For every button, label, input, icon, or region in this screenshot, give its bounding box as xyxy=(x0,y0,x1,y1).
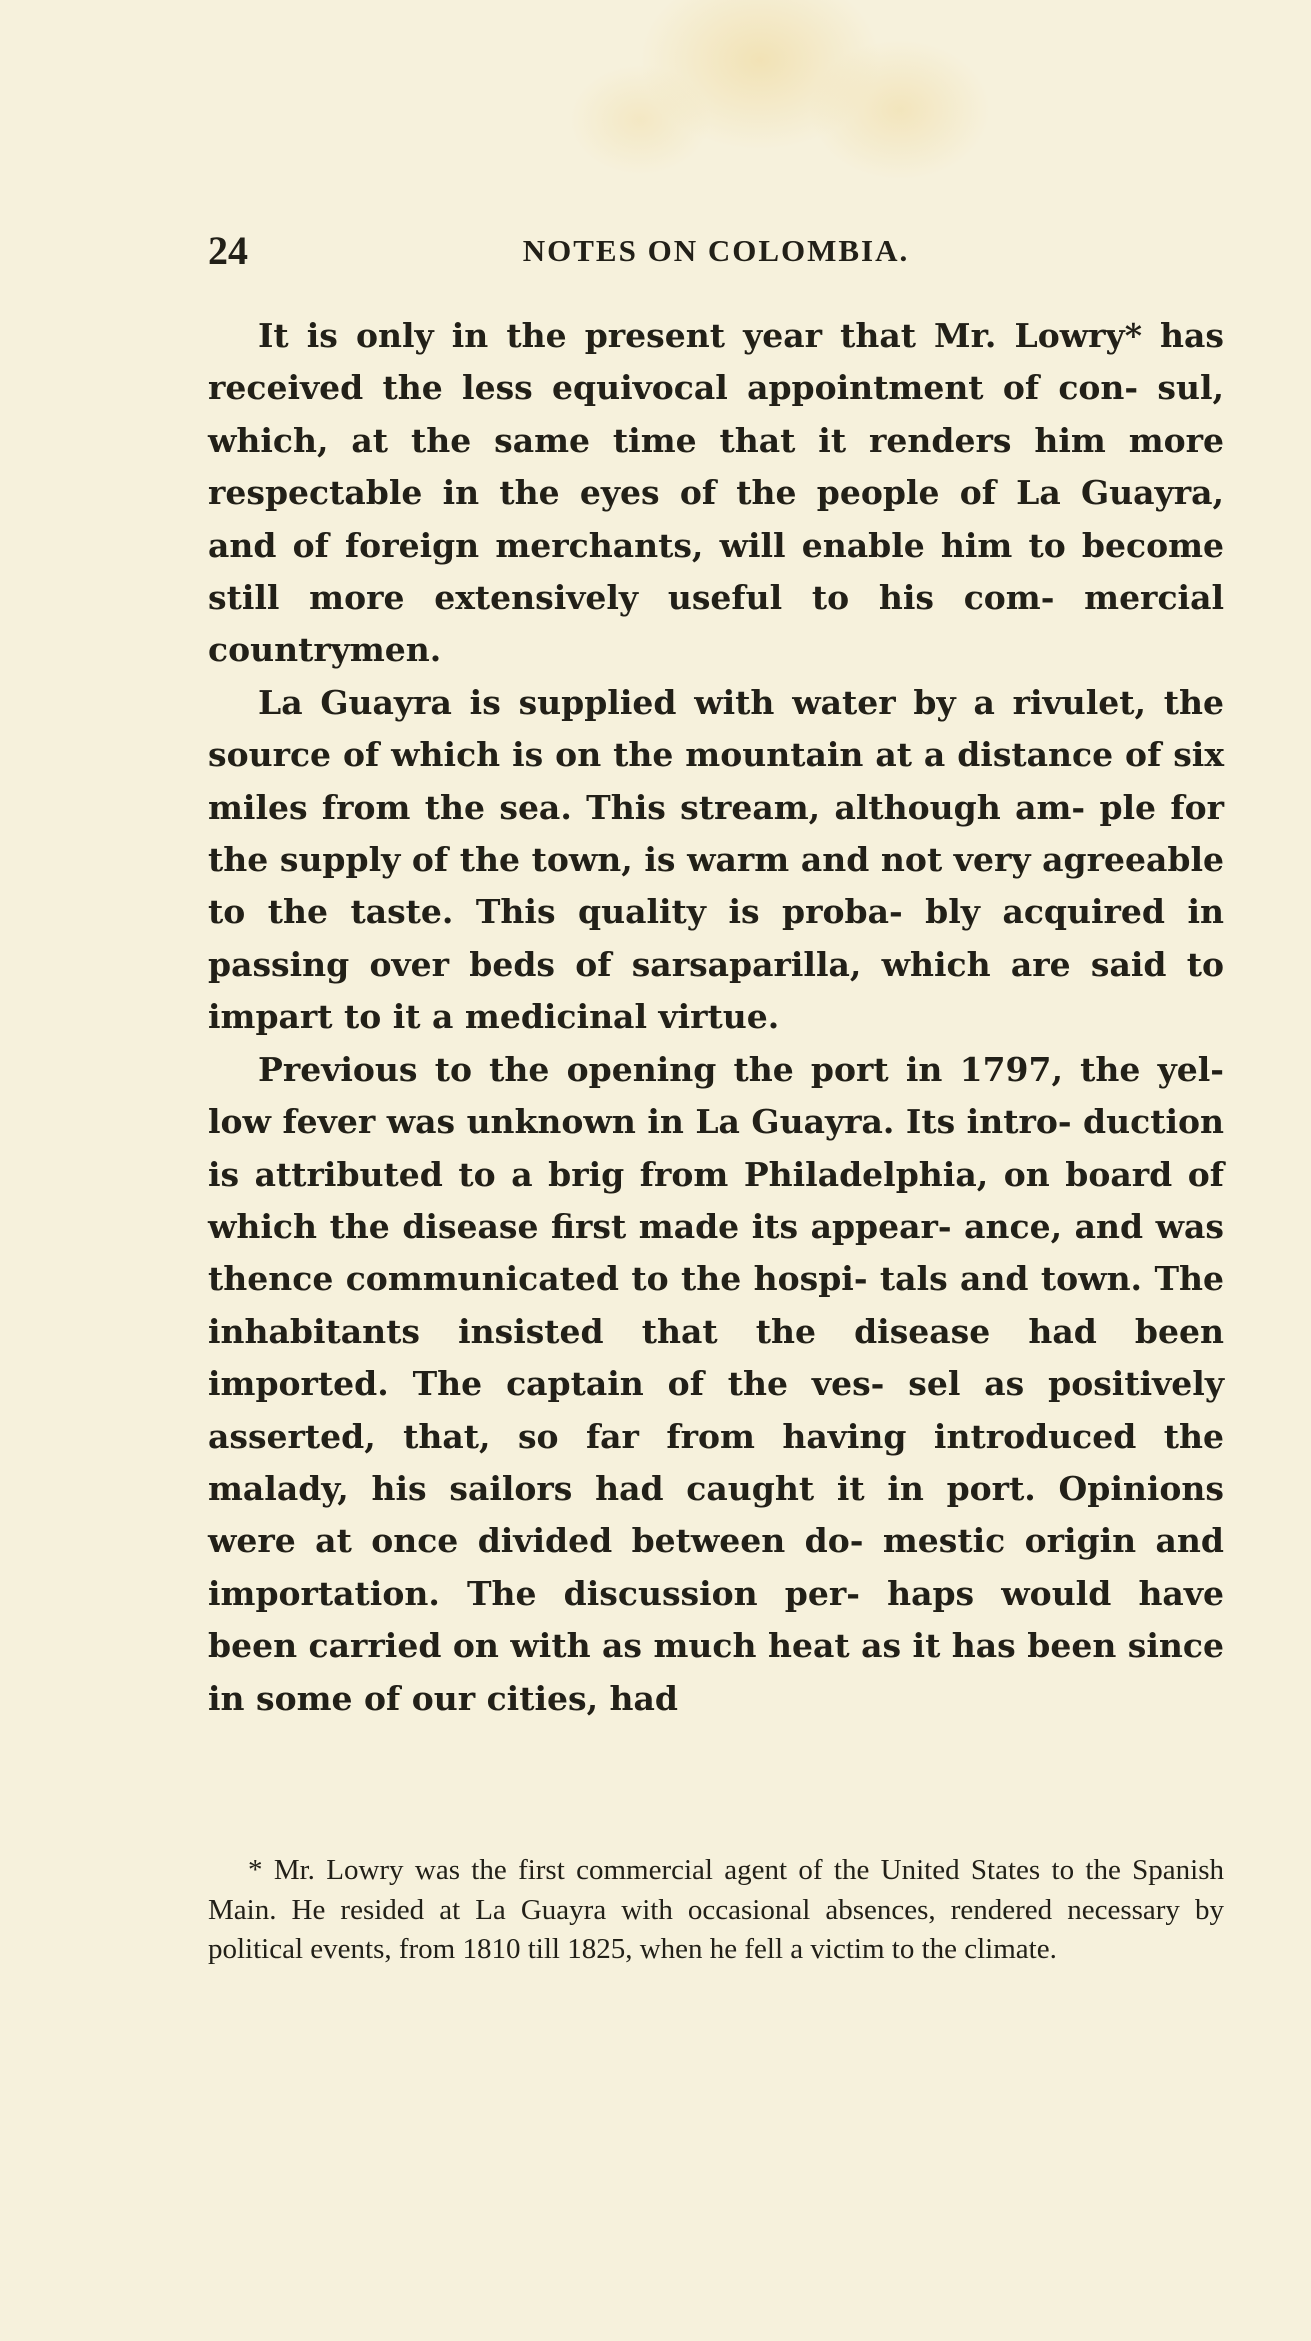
footnote-text: * Mr. Lowry was the first commercial agent of the United States to the Spanish Main. He resided at La Guayra with occasional absences, rendered necessary by political events, from 1810 till 1825, when he fell a victim to the climate. xyxy=(208,1854,1224,1965)
page-number: 24 xyxy=(208,228,248,273)
paragraph: La Guayra is supplied with water by a rivulet, the source of which is on the mountain at a distance of six miles from the sea. This stream, although am- ple for the supply of the town, is warm and not very agreeable to the taste. This quality is proba- bly acquired in passing over beds of sarsaparilla, which are said to impart to it a medicinal virtue. xyxy=(208,682,1224,1037)
running-title: NOTES ON COLOMBIA. xyxy=(522,233,910,268)
running-head xyxy=(208,226,1224,276)
paragraph: Previous to the opening the port in 1797, the yel- low fever was unknown in La Guayra. Its intro- duction is attributed to a brig from Philadelphia, on board of which the disease first made its appear- ance, and was thence communicated to the hospi- tals and town. The inhabitants insisted that the disease had been imported. The captain of the ves- sel as positively asserted, that, so far from having introduced the malady, his sailors had caught it in port. Opinions were at once divided between do- mestic origin and importation. The discussion per- haps would have been carried on with as much heat as it has been since in some of our cities, had xyxy=(208,1049,1224,1718)
paragraph: It is only in the present year that Mr. Lowry* has received the less equivocal appointment of con- sul, which, at the same time that it renders him more respectable in the eyes of the people of La Guayra, and of foreign merchants, will enable him to become still more extensively useful to his com- mercial countrymen. xyxy=(208,316,1224,670)
body-text xyxy=(208,310,1224,1725)
footnote xyxy=(208,1851,1224,1970)
